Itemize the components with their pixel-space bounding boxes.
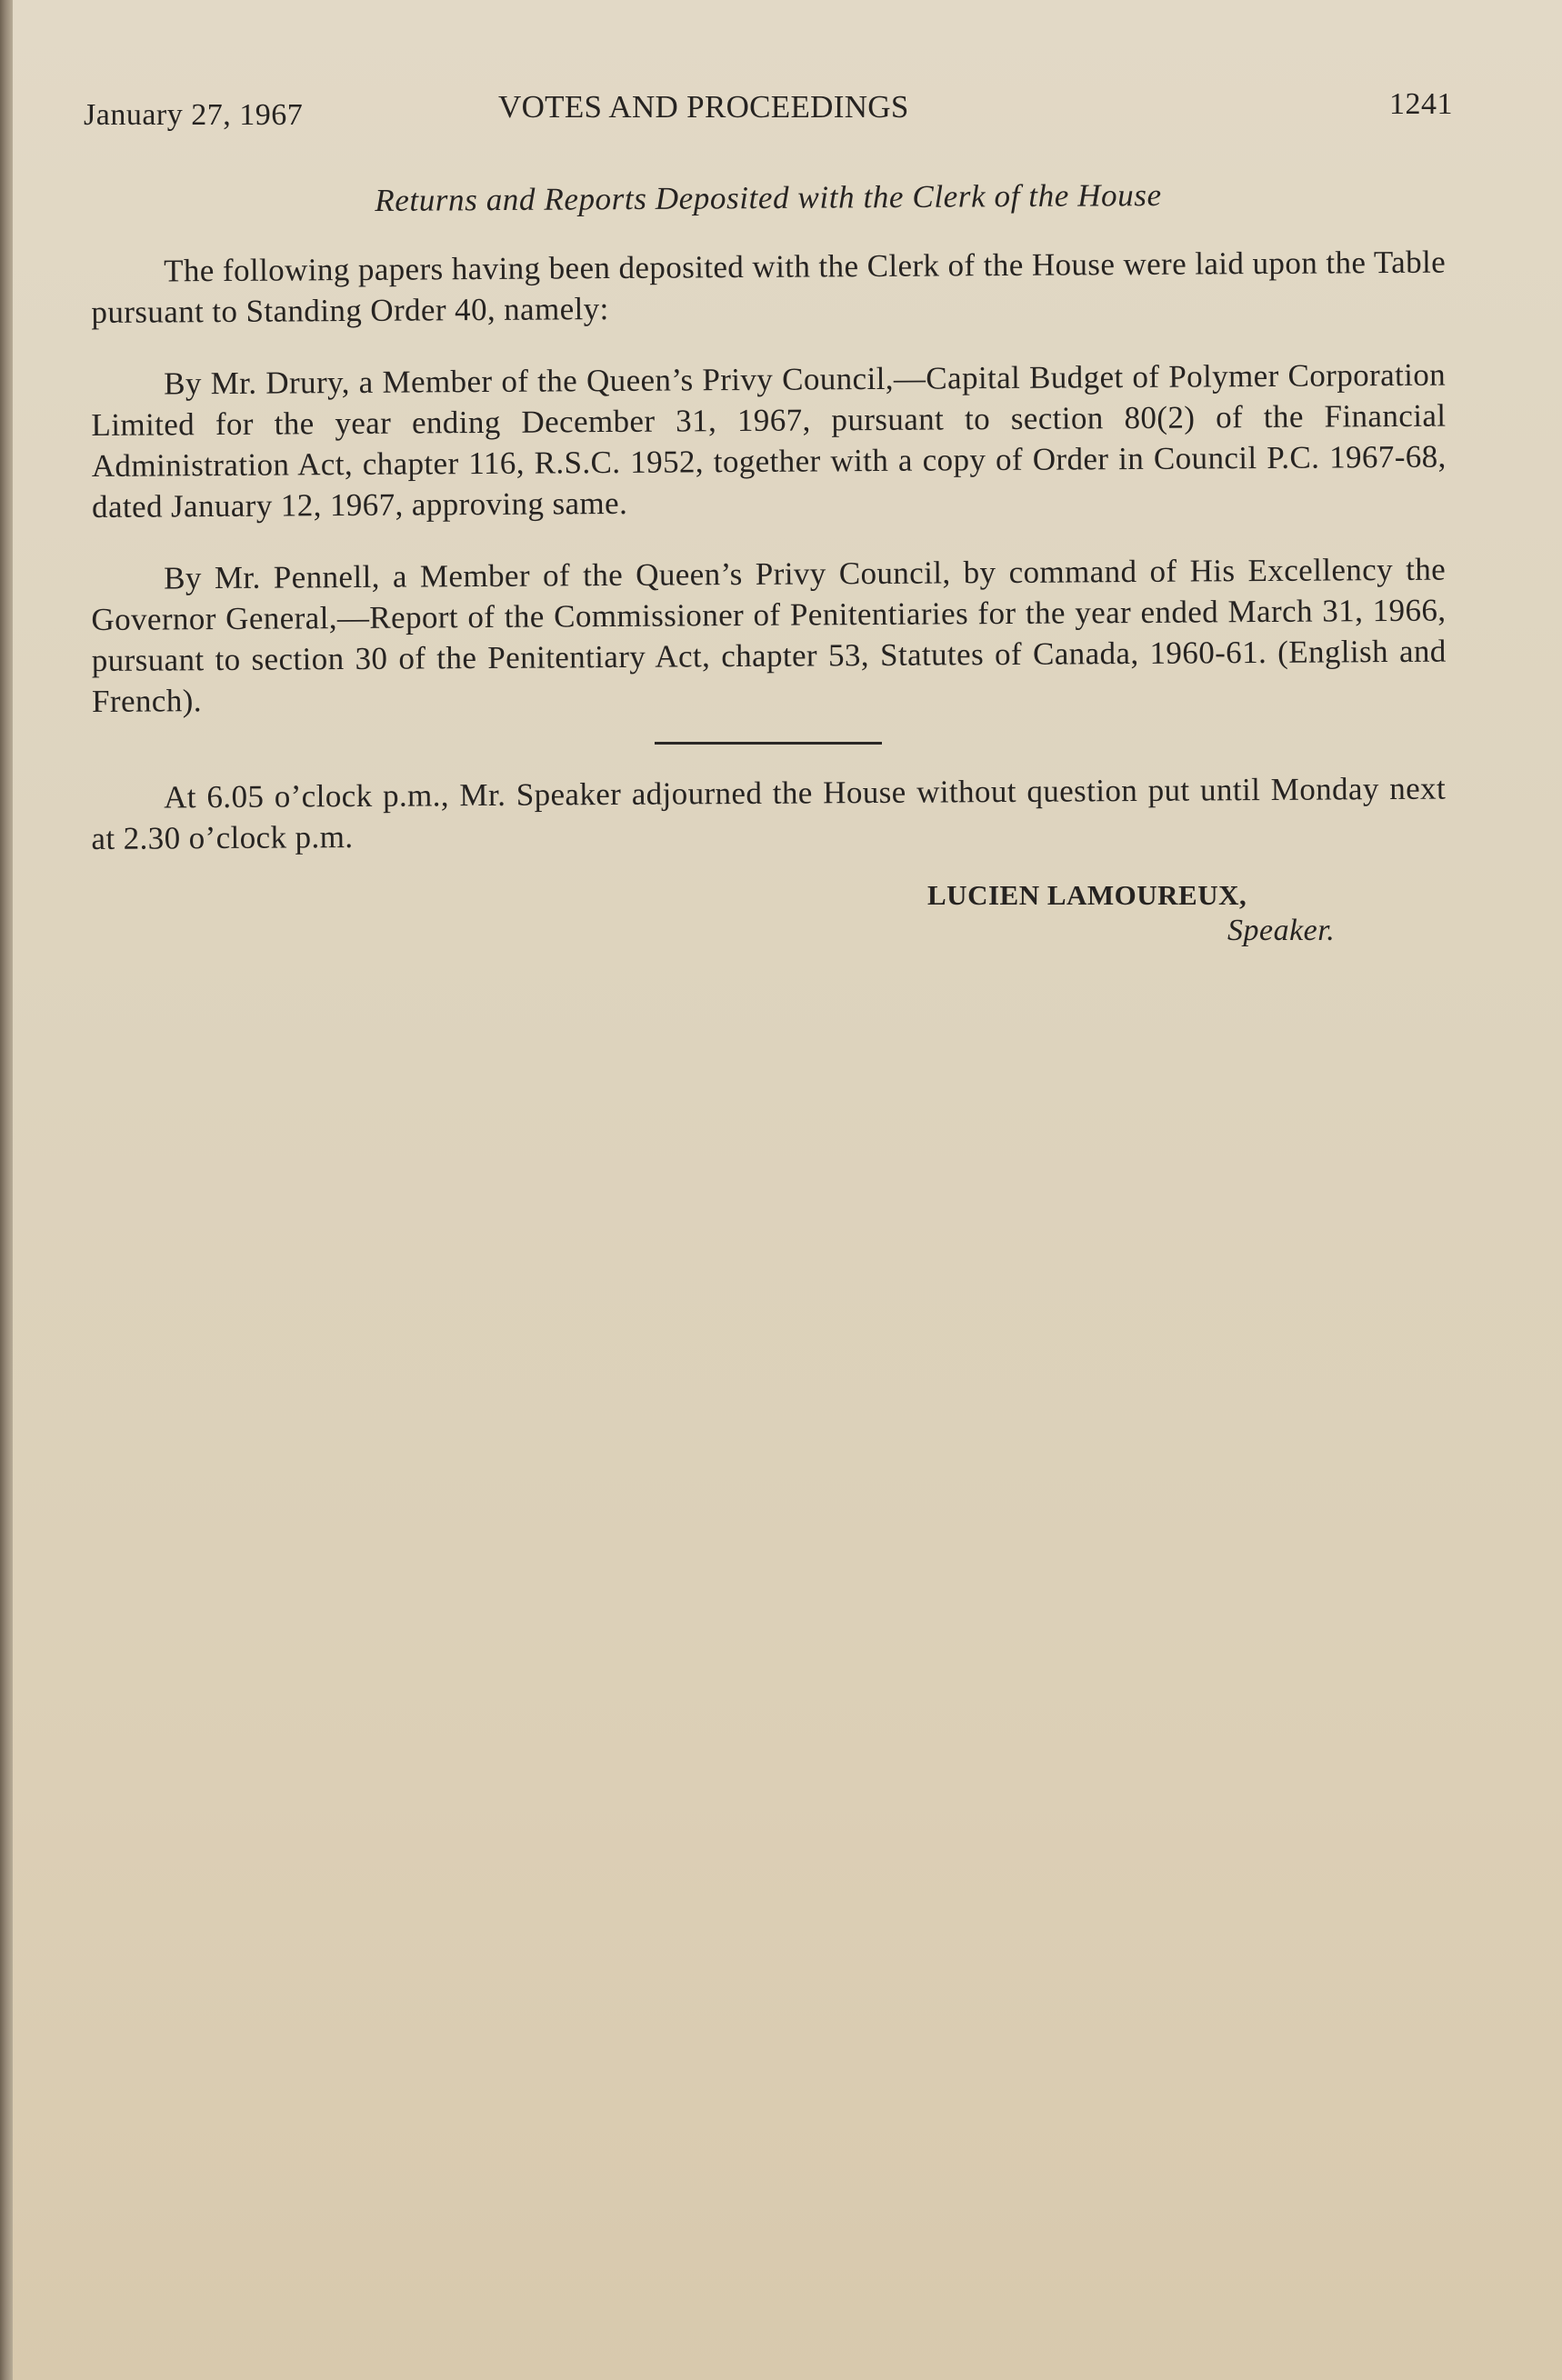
signatory-title: Speaker. [1227, 914, 1336, 947]
paragraph-pennell: By Mr. Pennell, a Member of the Queen’s Privy Council, by command of His Excellency the Governor General,—Report of the Commissioner of Penitentiaries for the year ended March 31, 1966, pursuant to section 30 of the Penitentiary Act, chapter 53, Statutes of Canada, 1960-61. (English and French). [91, 551, 1447, 719]
section-divider [655, 742, 882, 745]
header-title: VOTES AND PROCEEDINGS [498, 89, 909, 125]
page-number: 1241 [1389, 87, 1453, 121]
signatory-name: LUCIEN LAMOUREUX, [927, 879, 1247, 911]
paragraph-intro: The following papers having been deposited with the Clerk of the House were laid upon the Table pursuant to Standing Order 40, namely: [91, 244, 1447, 330]
document-page [84, 82, 1453, 961]
header-date: January 27, 1967 [84, 98, 304, 132]
running-head [84, 82, 1453, 136]
book-spine-edge [0, 0, 13, 2380]
paragraph-drury: By Mr. Drury, a Member of the Queen’s Privy Council,—Capital Budget of Polymer Corporation Limited for the year ending December 31, 1967, pursuant to section 80(2) of the Financial Administration Act, chapter 116, R.S.C. 1952, together with a copy of Order in Council P.C. 1967-68, dated January 12, 1967, approving same. [91, 356, 1447, 525]
section-heading: Returns and Reports Deposited with the Clerk of the House [375, 176, 1162, 219]
signature-block [91, 879, 1446, 961]
paragraph-adjournment: At 6.05 o’clock p.m., Mr. Speaker adjourned the House without question put until Monday next at 2.30 o’clock p.m. [91, 770, 1447, 856]
